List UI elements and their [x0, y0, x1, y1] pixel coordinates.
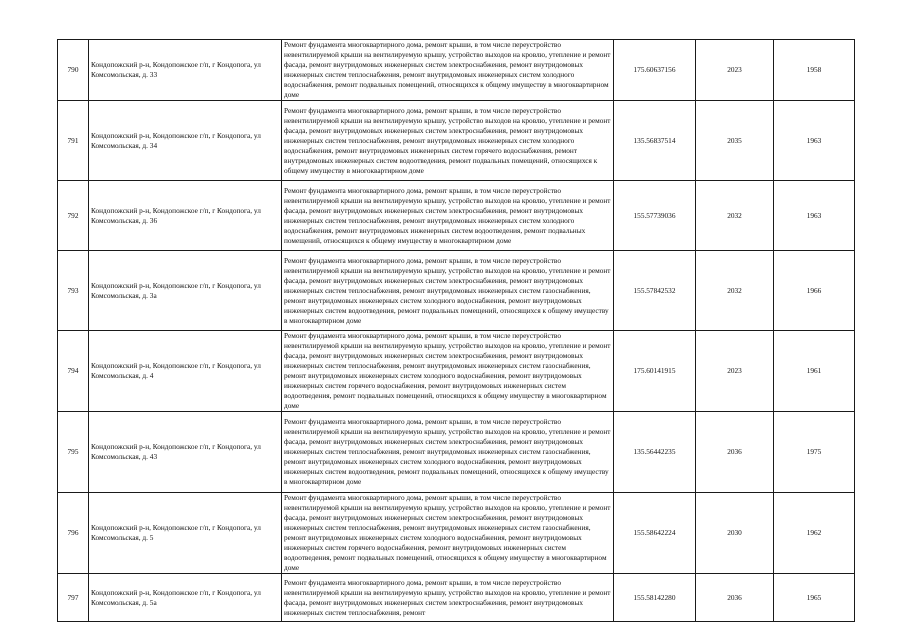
cost-cell: 135.56442235	[614, 412, 696, 493]
works-text: Ремонт фундамента многоквартирного дома, ремонт крыши, в том числе переустройство невентилируемой крыши на вентилируемую крышу, устройство выходов на кровлю, утепление и ремонт фасада, ремонт внутридомовых инженерных систем электроснабжения, ремонт внутридомовых инженерных систем теплоснабжения, ремонт внутридомовых инженерных систем холодного водоснабжения, ремонт внутридомовых инженерных систем водоотведения, ремонт подвальных помещений, относящихся к общему имуществу в многоквартирном доме	[284, 185, 611, 245]
works-text: Ремонт фундамента многоквартирного дома, ремонт крыши, в том числе переустройство невентилируемой крыши на вентилируемую крышу, устройство выходов на кровлю, утепление и ремонт фасада, ремонт внутридомовых инженерных систем электроснабжения, ремонт внутридомовых инженерных систем теплоснабжения, ремонт внутридомовых инженерных систем газоснабжения, ремонт внутридомовых инженерных систем холодного водоснабжения, ремонт внутридомовых инженерных систем водоотведения, ремонт подвальных помещений, относящихся к общему имуществу в многоквартирном доме	[284, 255, 611, 325]
works-text: Ремонт фундамента многоквартирного дома, ремонт крыши, в том числе переустройство невентилируемой крыши на вентилируемую крышу, устройство выходов на кровлю, утепление и ремонт фасада, ремонт внутридомовых инженерных систем электроснабжения, ремонт внутридомовых инженерных систем теплоснабжения, ремонт внутридомовых инженерных систем газоснабжения, ремонт внутридомовых инженерных систем холодного водоснабжения, ремонт внутридомовых инженерных систем водоотведения, ремонт подвальных помещений, относящихся к общему имуществу в многоквартирном доме	[284, 417, 611, 486]
table-row	[58, 101, 855, 181]
address-cell: Кондопожский р-н, Кондопожское г/п, г Кондопога, ул Комсомольская, д. 36	[89, 181, 282, 251]
works-cell	[282, 412, 614, 493]
row-number-cell: 790	[58, 40, 89, 101]
address-cell: Кондопожский р-н, Кондопожское г/п, г Кондопога, ул Комсомольская, д. 33	[89, 40, 282, 101]
cost-cell: 155.57842532	[614, 251, 696, 331]
row-number-cell: 796	[58, 493, 89, 574]
build-year-cell: 1963	[774, 181, 855, 251]
repair-registry-table	[57, 39, 855, 622]
build-year-cell: 1961	[774, 331, 855, 412]
works-cell	[282, 493, 614, 574]
row-number-cell: 792	[58, 181, 89, 251]
table-row	[58, 493, 855, 574]
planned-year-cell: 2023	[696, 331, 774, 412]
table-row	[58, 412, 855, 493]
works-text: Ремонт фундамента многоквартирного дома, ремонт крыши, в том числе переустройство невентилируемой крыши на вентилируемую крышу, устройство выходов на кровлю, утепление и ремонт фасада, ремонт внутридомовых инженерных систем электроснабжения, ремонт внутридомовых инженерных систем теплоснабжения, ремонт внутридомовых инженерных систем холодного водоснабжения, ремонт внутридомовых инженерных систем горячего водоснабжения, ремонт внутридомовых инженерных систем водоотведения, ремонт подвальных помещений, относящихся к общему имуществу в многоквартирном доме	[284, 105, 611, 175]
cost-cell: 175.60141915	[614, 331, 696, 412]
row-number-cell: 793	[58, 251, 89, 331]
works-cell	[282, 574, 614, 622]
planned-year-cell: 2032	[696, 181, 774, 251]
address-cell: Кондопожский р-н, Кондопожское г/п, г Кондопога, ул Комсомольская, д. 4	[89, 331, 282, 412]
build-year-cell: 1962	[774, 493, 855, 574]
row-number-cell: 797	[58, 574, 89, 622]
build-year-cell: 1966	[774, 251, 855, 331]
build-year-cell: 1963	[774, 101, 855, 181]
row-number-cell: 791	[58, 101, 89, 181]
planned-year-cell: 2030	[696, 493, 774, 574]
address-cell: Кондопожский р-н, Кондопожское г/п, г Кондопога, ул Комсомольская, д. 5а	[89, 574, 282, 622]
works-cell	[282, 181, 614, 251]
build-year-cell: 1965	[774, 574, 855, 622]
works-cell	[282, 101, 614, 181]
works-cell	[282, 331, 614, 412]
works-cell	[282, 251, 614, 331]
works-text: Ремонт фундамента многоквартирного дома, ремонт крыши, в том числе переустройство невентилируемой крыши на вентилируемую крышу, устройство выходов на кровлю, утепление и ремонт фасада, ремонт внутридомовых инженерных систем электроснабжения, ремонт внутридомовых инженерных систем теплоснабжения, ремонт	[284, 577, 611, 617]
address-cell: Кондопожский р-н, Кондопожское г/п, г Кондопога, ул Комсомольская, д. 3а	[89, 251, 282, 331]
row-number-cell: 795	[58, 412, 89, 493]
build-year-cell: 1975	[774, 412, 855, 493]
planned-year-cell: 2036	[696, 412, 774, 493]
works-text: Ремонт фундамента многоквартирного дома, ремонт крыши, в том числе переустройство невентилируемой крыши на вентилируемую крышу, устройство выходов на кровлю, утепление и ремонт фасада, ремонт внутридомовых инженерных систем электроснабжения, ремонт внутридомовых инженерных систем теплоснабжения, ремонт внутридомовых инженерных систем газоснабжения, ремонт внутридомовых инженерных систем холодного водоснабжения, ремонт внутридомовых инженерных систем горячего водоснабжения, ремонт внутридомовых инженерных систем водоотведения, ремонт подвальных помещений, относящихся к общему имуществу в многоквартирном доме	[284, 331, 611, 410]
planned-year-cell: 2023	[696, 40, 774, 101]
table-row	[58, 181, 855, 251]
cost-cell: 155.58642224	[614, 493, 696, 574]
build-year-cell: 1958	[774, 40, 855, 101]
row-number-cell: 794	[58, 331, 89, 412]
works-cell	[282, 40, 614, 101]
table-row	[58, 574, 855, 622]
works-text: Ремонт фундамента многоквартирного дома, ремонт крыши, в том числе переустройство невентилируемой крыши на вентилируемую крышу, устройство выходов на кровлю, утепление и ремонт фасада, ремонт внутридомовых инженерных систем электроснабжения, ремонт внутридомовых инженерных систем теплоснабжения, ремонт внутридомовых инженерных систем газоснабжения, ремонт внутридомовых инженерных систем холодного водоснабжения, ремонт внутридомовых инженерных систем горячего водоснабжения, ремонт внутридомовых инженерных систем водоотведения, ремонт подвальных помещений, относящихся к общему имуществу в многоквартирном доме	[284, 493, 611, 572]
address-cell: Кондопожский р-н, Кондопожское г/п, г Кондопога, ул Комсомольская, д. 34	[89, 101, 282, 181]
table-row	[58, 331, 855, 412]
works-text: Ремонт фундамента многоквартирного дома, ремонт крыши, в том числе переустройство невентилируемой крыши на вентилируемую крышу, устройство выходов на кровлю, утепление и ремонт фасада, ремонт внутридомовых инженерных систем электроснабжения, ремонт внутридомовых инженерных систем теплоснабжения, ремонт внутридомовых инженерных систем холодного водоснабжения, ремонт подвальных помещений, относящихся к общему имуществу в многоквартирном доме	[284, 40, 611, 99]
cost-cell: 175.60637156	[614, 40, 696, 101]
planned-year-cell: 2032	[696, 251, 774, 331]
planned-year-cell: 2036	[696, 574, 774, 622]
address-cell: Кондопожский р-н, Кондопожское г/п, г Кондопога, ул Комсомольская, д. 43	[89, 412, 282, 493]
address-cell: Кондопожский р-н, Кондопожское г/п, г Кондопога, ул Комсомольская, д. 5	[89, 493, 282, 574]
cost-cell: 155.58142280	[614, 574, 696, 622]
table-row	[58, 251, 855, 331]
planned-year-cell: 2035	[696, 101, 774, 181]
cost-cell: 155.57739036	[614, 181, 696, 251]
cost-cell: 135.56837514	[614, 101, 696, 181]
table-row	[58, 40, 855, 101]
